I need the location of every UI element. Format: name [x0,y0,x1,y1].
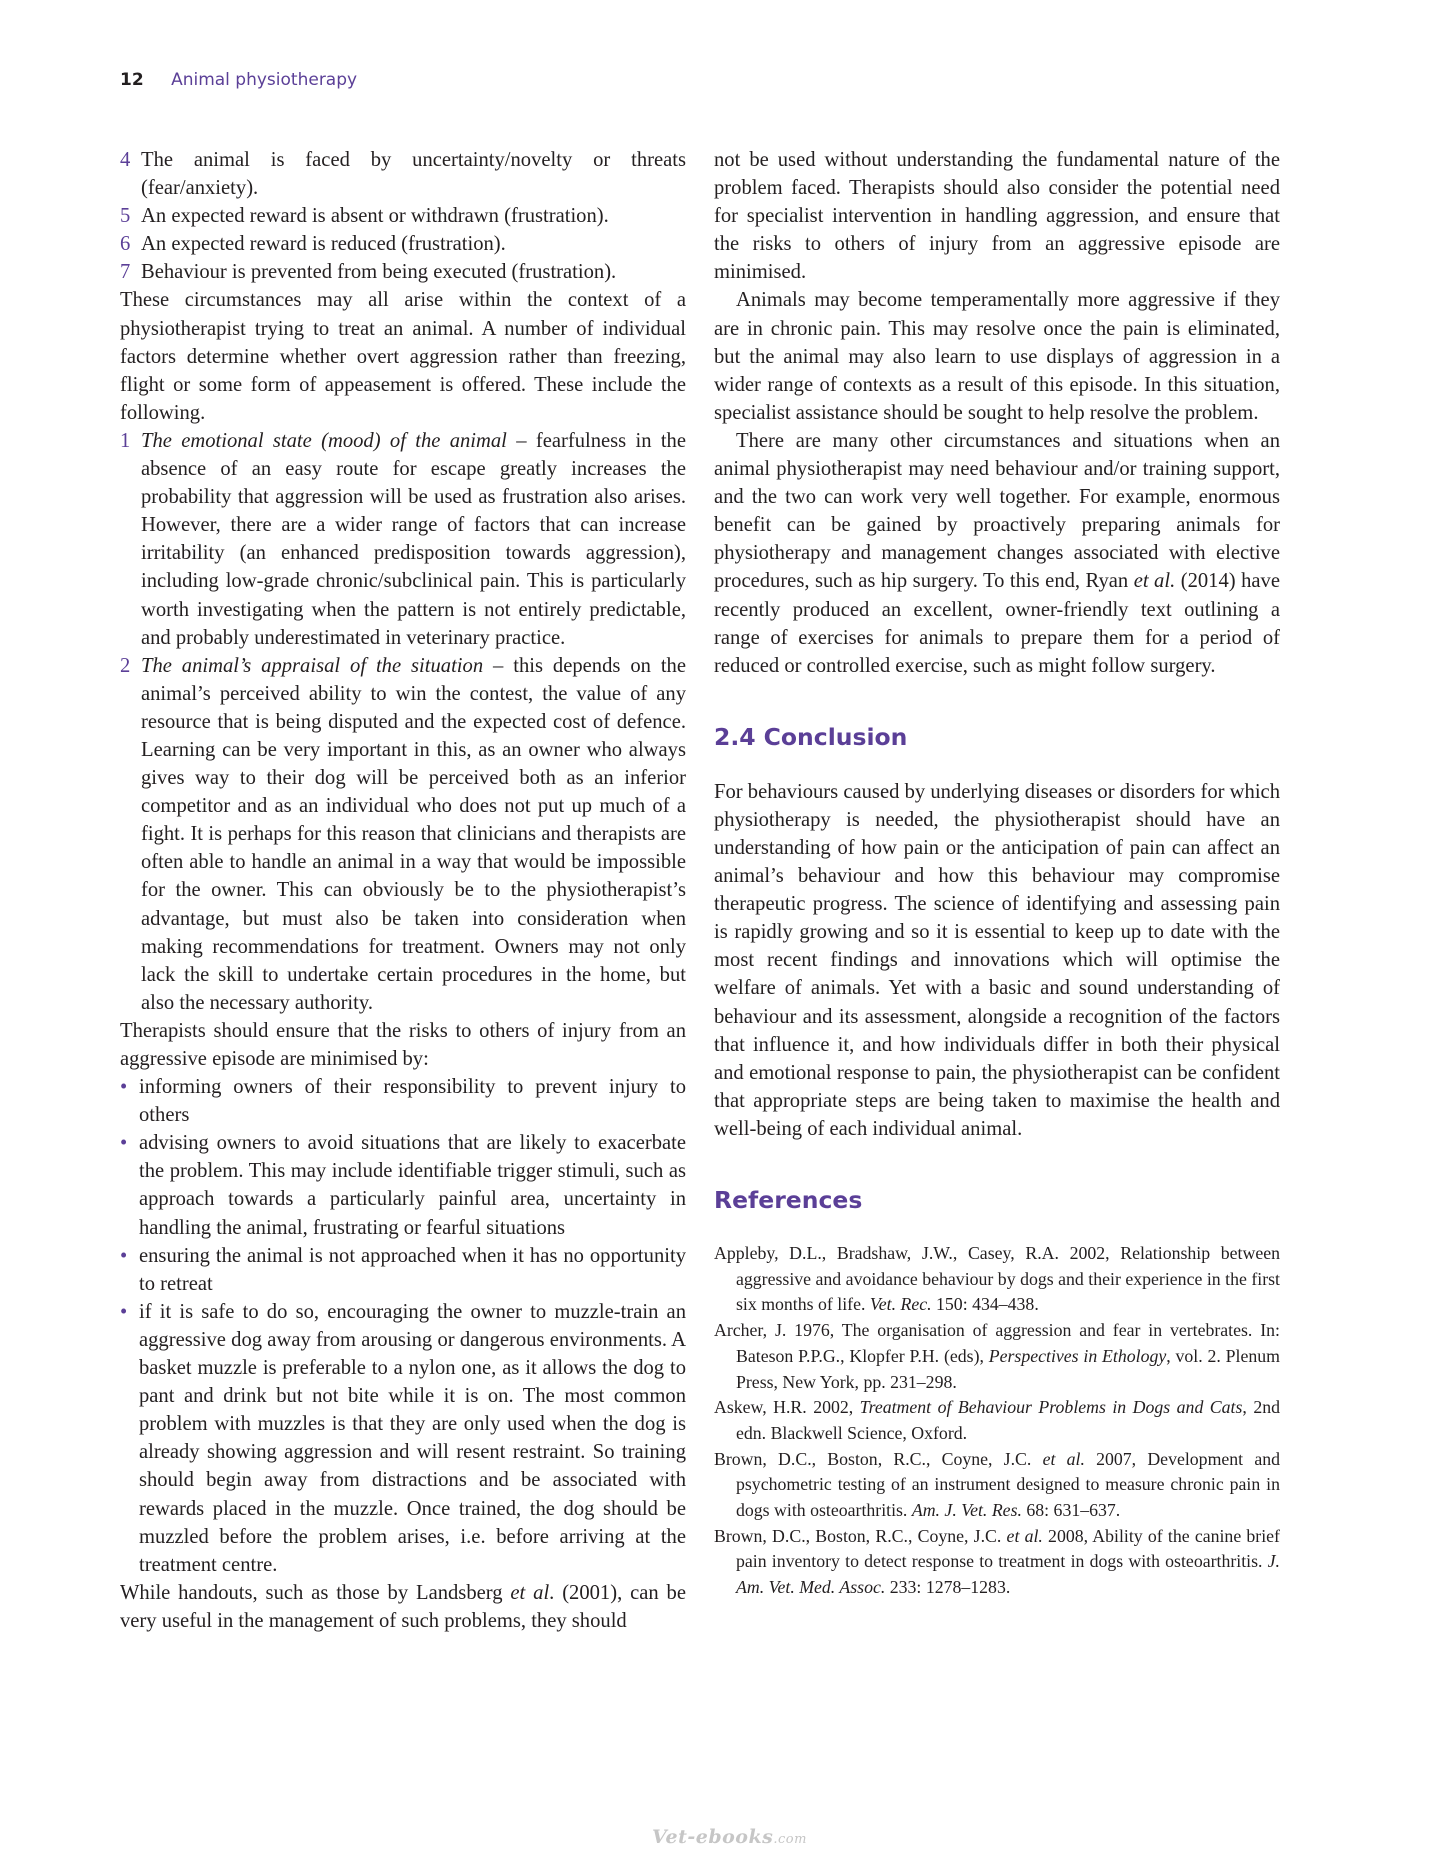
reference-item: Brown, D.C., Boston, R.C., Coyne, J.C. et al. 2007, Development and psychometric testing of an instrument designed to measure chronic pain in dogs with osteoarthritis. Am. J. Vet. Res. 68: 631–637. [714,1448,1281,1521]
bullet-item: • if it is safe to do so, encouraging the owner to muzzle-train an aggressive dog away from arousing or dangerous environments. A basket muzzle is preferable to a nylon one, as it allows the dog to pant and drink but not bite while it is on. The most common problem with muzzles is that they are only used when the dog is already showing aggression and will resent restraint. So training should begin away from distractions and be associated with rewards placed in the muzzle. Once trained, the dog should be muzzled before the problem arises, i.e. before arriving at the treatment centre. [120,1298,686,1579]
list-item: 4 The animal is faced by uncertainty/novelty or threats (fear/anxiety). [120,149,686,200]
reference-list [714,1241,1280,1601]
body-paragraph: not be used without understanding the fundamental nature of the problem faced. Therapists should also consider the potential need for specialist intervention in handling aggression, and ensure that the risks to others of injury from an aggressive episode are minimised. [714,149,1280,284]
running-title: Animal physiotherapy [171,70,358,90]
list-item: 6 An expected reward is reduced (frustration). [120,233,506,256]
bullet-icon: • [120,1300,128,1323]
references-heading: References [714,1186,863,1214]
section-heading: 2.4 Conclusion [714,722,908,751]
body-paragraph: Therapists should ensure that the risks to others of injury from an aggressive episode are minimised by: [120,1019,686,1070]
page-number: 12 [120,70,144,90]
body-paragraph: These circumstances may all arise within the context of a physiotherapist trying to treat an animal. A number of individual factors determine whether overt aggression rather than freezing, flight or some form of appeasement is offered. These include the following. [120,289,686,424]
reference-item: Appleby, D.L., Bradshaw, J.W., Casey, R.A. 2002, Relationship between aggressive and avoidance behaviour by dogs and their experience in the first six months of life. Vet. Rec. 150: 434–438. [714,1243,1280,1315]
left-column [120,146,686,1635]
factor-item: 2 The animal’s appraisal of the situation – this depends on the animal’s perceived ability to win the contest, the value of any resource that is being disputed and the expected cost of defence. Learning can be very important in this, as an owner who always gives way to their dog will be perceived both as an inferior competitor and as an individual who does not put up much of a fight. It is perhaps for this reason that clinicians and therapists are often able to handle an animal in a way that would be impossible for the owner. This can obviously be to the physiotherapist’s advantage, but must also be taken into consideration when making recommendations for treatment. Owners may not only lack the skill to undertake certain procedures in the home, but also the necessary authority. [120,654,686,1014]
conclusion-paragraph: For behaviours caused by underlying diseases or disorders for which physiotherapy is needed, the physiotherapist should have an understanding of how pain or the anticipation of pain can affect an animal’s behaviour and how this behaviour may compromise therapeutic progress. The science of identifying and assessing pain is rapidly growing and so it is essential to keep up to date with the most recent findings and innovations which will optimise the welfare of animals. Yet with a basic and sound understanding of behaviour and its assessment, alongside a recognition of the factors that influence it, and how individuals differ in both their physical and emotional response to pain, the physiotherapist can be confident that appropriate steps are being taken to maximise the health and well-being of each individual animal. [714,780,1280,1140]
bullet-icon: • [120,1132,128,1155]
bullet-icon: • [120,1244,128,1267]
list-item: 7 Behaviour is prevented from being executed (frustration). [120,261,617,284]
watermark-logo: Vet-ebooks.com [652,1826,807,1848]
reference-item: Askew, H.R. 2002, Treatment of Behaviour Problems in Dogs and Cats, 2nd edn. Blackwell Science, Oxford. [714,1397,1281,1443]
body-paragraph: While handouts, such as those by Landsberg et al. (2001), can be very useful in the management of such problems, they should [120,1581,686,1632]
bullet-item: • ensuring the animal is not approached when it has no opportunity to retreat [120,1242,686,1298]
bullet-icon: • [120,1076,128,1099]
bullet-item: • advising owners to avoid situations that are likely to exacerbate the problem. This may include identifiable trigger stimuli, such as approach towards a particularly painful area, uncertainty in handling the animal, frustrating or fearful situations [120,1129,686,1241]
reference-item: Brown, D.C., Boston, R.C., Coyne, J.C. et al. 2008, Ability of the canine brief pain inventory to detect response to treatment in dogs with osteoarthritis. J. Am. Vet. Med. Assoc. 233: 1278–1283. [714,1525,1280,1598]
right-column [714,146,1280,1601]
reference-item: Archer, J. 1976, The organisation of aggression and fear in vertebrates. In: Bateson P.P.G., Klopfer P.H. (eds), Perspectives in Ethology, vol. 2. Plenum Press, New York, pp. 231–298. [714,1320,1280,1392]
body-paragraph: Animals may become temperamentally more aggressive if they are in chronic pain. This may resolve once the pain is eliminated, but the animal may also learn to use displays of aggression in a wider range of contexts as a result of this episode. In this situation, specialist assistance should be sought to help resolve the problem. [714,289,1280,424]
body-paragraph: There are many other circumstances and situations when an animal physiotherapist may need behaviour and/or training support, and the two can work very well together. For example, enormous benefit can be gained by proactively preparing animals for physiotherapy and management changes associated with elective procedures, such as hip surgery. To this end, Ryan et al. (2014) have recently produced an excellent, owner-friendly text outlining a range of exercises for animals to prepare them for a period of reduced or controlled exercise, such as might follow surgery. [714,429,1280,677]
list-item: 5 An expected reward is absent or withdrawn (frustration). [120,205,609,228]
bullet-item: • informing owners of their responsibility to prevent injury to others [120,1073,686,1129]
running-header [120,70,357,90]
factor-item: 1 The emotional state (mood) of the animal – fearfulness in the absence of an easy route for escape greatly increases the probability that aggression will be used as frustration also arises. However, there are a wider range of factors that can increase irritability (an enhanced predisposition towards aggression), including low-grade chronic/subclinical pain. This is particularly worth investigating when the pattern is not entirely predictable, and probably underestimated in veterinary practice. [120,429,686,649]
